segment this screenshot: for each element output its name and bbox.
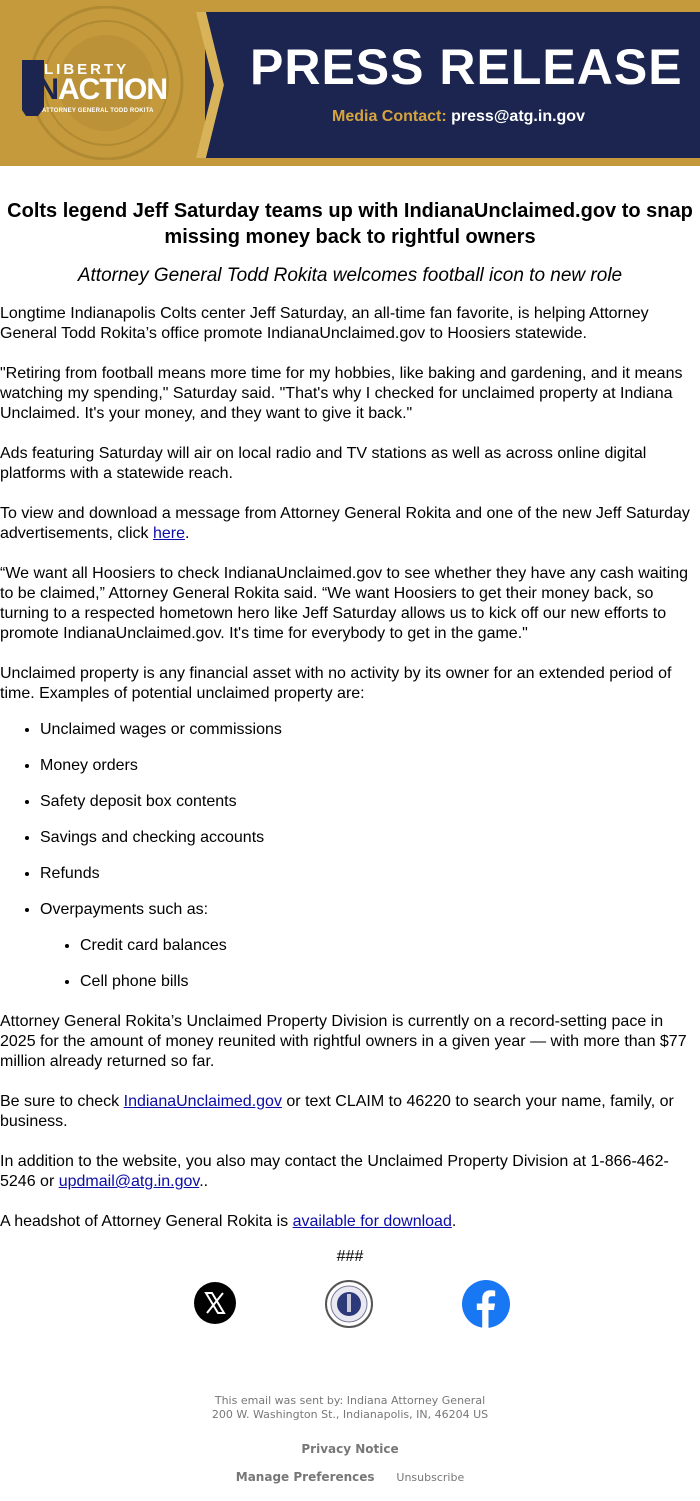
here-link[interactable]: here <box>152 525 185 542</box>
paragraph-record-pace: Attorney General Rokita’s Unclaimed Property Division is currently on a record-setting pace in 2025 for the amount of money reunited with rightful owners in a given year — with more than $77 million already returned so far. <box>0 1013 687 1070</box>
list-item: • Safety deposit box contents <box>40 792 700 812</box>
sent-by-text: This email was sent by: Indiana Attorney General <box>214 1394 486 1407</box>
paragraph-text: . <box>184 525 190 542</box>
paragraph-check-site <box>0 1092 700 1132</box>
article-body <box>0 198 700 1266</box>
x-icon[interactable] <box>194 1282 236 1324</box>
logo-subtitle: ATTORNEY GENERAL TODD ROKITA <box>42 108 154 114</box>
list-item: • Unclaimed wages or commissions <box>40 720 700 740</box>
paragraph-quote-rokita: “We want all Hoosiers to check IndianaUnclaimed.gov to see whether they have any cash waiting to be claimed,” Attorney General Rokita said. “We want Hoosiers to get their money back, so turning to a respected hometown hero like Jeff Saturday allows us to kick off our new efforts to promote IndianaUnclaimed.gov. It's time for everybody to get in the game." <box>0 565 689 642</box>
paragraph-text: Be sure to check <box>0 1093 124 1110</box>
paragraph-text: . <box>451 1213 457 1230</box>
paragraph-text: or text CLAIM to 46220 to search your name, family, or business. <box>0 1093 674 1130</box>
list-item-overpayments <box>40 900 700 992</box>
media-contact-label: Media Contact: <box>332 108 447 125</box>
article-subhead: Attorney General Todd Rokita welcomes football icon to new role <box>77 265 623 286</box>
media-contact <box>332 108 585 126</box>
paragraph-text: In addition to the website, you also may contact the Unclaimed Property Division at 1-866-462-5246 or <box>0 1153 669 1190</box>
paragraph-text: To view and download a message from Attorney General Rokita and one of the new Jeff Saturday advertisements, click <box>0 505 690 542</box>
sender-address: 200 W. Washington St., Indianapolis, IN, 46204 US <box>211 1408 489 1421</box>
unsubscribe-link[interactable]: Unsubscribe <box>396 1471 465 1484</box>
list-item: • Refunds <box>40 864 700 884</box>
updmail-email-link[interactable]: updmail@atg.in.gov <box>58 1173 200 1190</box>
paragraph-quote-saturday: "Retiring from football means more time for my hobbies, like baking and gardening, and it means watching my spending," Saturday said. "That's why I checked for unclaimed property at Indiana Unclaimed. It's your money, and they want to give it back." <box>0 365 683 422</box>
press-release-banner <box>0 0 700 166</box>
paragraph-contact <box>0 1152 700 1192</box>
logo-in-text: IN <box>30 73 58 106</box>
headshot-download-link[interactable]: available for download <box>292 1213 452 1230</box>
list-item: • Money orders <box>40 756 700 776</box>
paragraph-ads: Ads featuring Saturday will air on local radio and TV stations as well as across online digital platforms with a statewide reach. <box>0 445 647 482</box>
indiana-unclaimed-link[interactable]: IndianaUnclaimed.gov <box>123 1093 282 1110</box>
paragraph-view-download <box>0 504 700 544</box>
banner-chevron <box>196 12 226 158</box>
press-release-title: PRESS RELEASE <box>250 39 683 95</box>
overpayments-sublist <box>80 936 700 992</box>
logo-action-text: ACTION <box>58 73 167 106</box>
footer-links-row <box>0 1470 700 1484</box>
logo-inaction-text <box>30 73 167 107</box>
list-item: • Savings and checking accounts <box>40 828 700 848</box>
end-marks: ### <box>336 1248 364 1265</box>
list-item-text: Overpayments such as: <box>40 901 209 918</box>
paragraph-text: A headshot of Attorney General Rokita is <box>0 1213 293 1230</box>
paragraph-headshot <box>0 1212 700 1232</box>
logo-liberty-text: LIBERTY <box>44 61 130 78</box>
seal-icon[interactable] <box>325 1280 373 1328</box>
privacy-notice-link[interactable]: Privacy Notice <box>301 1442 399 1456</box>
paragraph-definition: Unclaimed property is any financial asset with no activity by its owner for an extended period of time. Examples of potential unclaimed property are: <box>0 665 672 702</box>
paragraph-text: .. <box>199 1173 209 1190</box>
email-footer <box>0 1394 700 1484</box>
article-headline: Colts legend Jeff Saturday teams up with IndianaUnclaimed.gov to snap missing money back to rightful owners <box>7 200 693 248</box>
unclaimed-property-list <box>40 720 700 992</box>
facebook-icon[interactable] <box>462 1280 510 1328</box>
sublist-item: • Cell phone bills <box>80 972 700 992</box>
manage-preferences-link[interactable]: Manage Preferences <box>235 1470 375 1484</box>
sublist-item: • Credit card balances <box>80 936 700 956</box>
social-links <box>0 1280 700 1330</box>
media-contact-email: press@atg.in.gov <box>451 108 585 125</box>
paragraph-intro: Longtime Indianapolis Colts center Jeff Saturday, an all-time fan favorite, is helping Attorney General Todd Rokita’s office promote IndianaUnclaimed.gov to Hoosiers statewide. <box>0 305 649 342</box>
